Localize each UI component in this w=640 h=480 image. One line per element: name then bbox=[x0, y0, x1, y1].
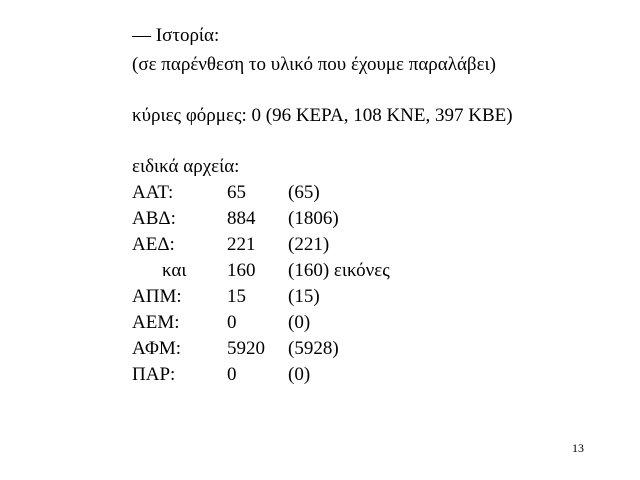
file-count: 160 bbox=[227, 260, 256, 281]
file-total: (65) bbox=[288, 182, 320, 203]
file-code: ΠΑΡ: bbox=[132, 364, 176, 385]
file-count: 65 bbox=[227, 182, 246, 203]
file-count: 0 bbox=[227, 364, 237, 385]
file-total: (0) bbox=[288, 364, 311, 385]
page-number: 13 bbox=[572, 441, 584, 455]
table-row bbox=[132, 206, 552, 232]
file-code: ΑΕΔ: bbox=[132, 234, 175, 255]
table-row bbox=[132, 362, 552, 388]
file-code: ΑΠΜ: bbox=[132, 286, 182, 307]
file-total: (5928) bbox=[288, 338, 339, 359]
file-count: 15 bbox=[227, 286, 246, 307]
file-count: 884 bbox=[227, 208, 256, 229]
table-row bbox=[132, 310, 552, 336]
table-row bbox=[132, 336, 552, 362]
file-total: (15) bbox=[288, 286, 320, 307]
section-heading: — Ιστορία: bbox=[132, 25, 220, 46]
table-row bbox=[132, 258, 552, 284]
special-files-table bbox=[132, 180, 552, 388]
special-files-title: ειδικά αρχεία: bbox=[132, 156, 240, 177]
file-code: και bbox=[162, 260, 187, 281]
file-count: 221 bbox=[227, 234, 256, 255]
file-total: (221) bbox=[288, 234, 330, 255]
file-code: ΑΕΜ: bbox=[132, 312, 180, 333]
file-count: 0 bbox=[227, 312, 237, 333]
table-row bbox=[132, 180, 552, 206]
file-total: (0) bbox=[288, 312, 311, 333]
file-code: ΑΦΜ: bbox=[132, 338, 182, 359]
file-total: (1806) bbox=[288, 208, 339, 229]
file-code: ΑΒΔ: bbox=[132, 208, 176, 229]
section-subheading: (σε παρένθεση το υλικό που έχουμε παραλάβει) bbox=[132, 54, 496, 75]
table-row bbox=[132, 232, 552, 258]
file-code: ΑΑΤ: bbox=[132, 182, 174, 203]
table-row bbox=[132, 284, 552, 310]
file-count: 5920 bbox=[227, 338, 265, 359]
file-total: (160) εικόνες bbox=[288, 260, 390, 281]
main-forms-summary: κύριες φόρμες: 0 (96 ΚΕΡΑ, 108 ΚΝΕ, 397 ΚΒΕ) bbox=[132, 105, 513, 126]
